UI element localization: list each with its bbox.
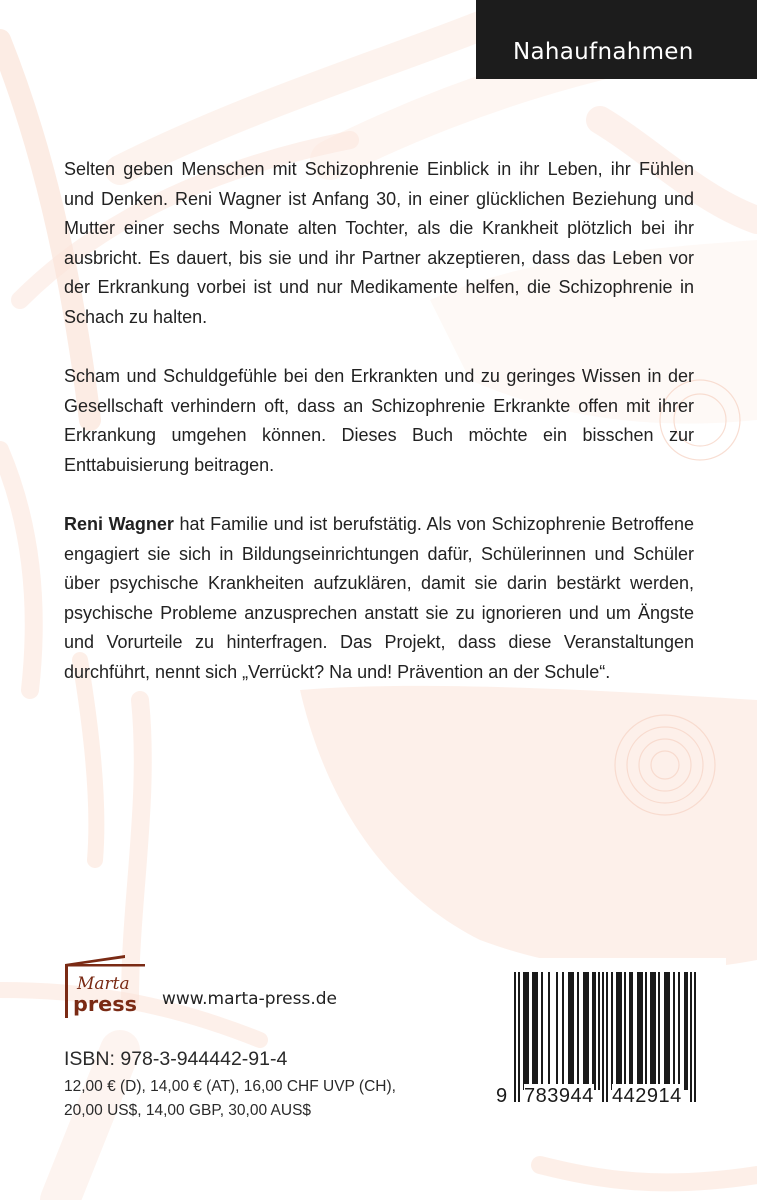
author-bio [64,510,694,687]
barcode-digits-left: 783944 [524,1085,594,1107]
marta-press-logo [63,952,147,1018]
price-list [64,1075,396,1123]
barcode-digits [492,1084,726,1112]
isbn-number: ISBN: 978-3-944442-91-4 [64,1048,288,1070]
svg-text:Marta: Marta [77,974,130,994]
svg-text:press: press [73,992,137,1016]
author-bio-text: hat Familie und ist berufstätig. Als von Schizophrenie Betroffene engagiert sie sich in Bildungseinrichtungen dafür, Schülerinnen und Schüler über psychische Krankheiten aufzuklären, damit sie darin bestärkt werden, psychische Probleme anzusprechen anstatt sie zu ignorieren und um Ängste und Vorurteile zu hinterfragen. Das Projekt, dass diese Veranstaltungen durchführt, nennt sich „Verrückt? Na und! Prävention an der Schule“. [64,514,694,682]
back-cover-blurb [64,155,694,717]
blurb-paragraph-2: Scham und Schuldgefühle bei den Erkrankten und zu geringes Wissen in der Gesellschaft verhindern oft, dass an Schizophrenie Erkrankte offen mit ihrer Erkrankung umgehen können. Dieses Buch möchte ein bisschen zur Enttabuisierung beitragen. [64,366,694,475]
series-title: Nahaufnahmen [513,39,694,65]
barcode-digit-first: 9 [496,1085,508,1107]
price-line-2: 20,00 US$, 14,00 GBP, 30,00 AUS$ [64,1102,312,1119]
price-line-1: 12,00 € (D), 14,00 € (AT), 16,00 CHF UVP (CH), [64,1078,396,1095]
blurb-paragraph-1: Selten geben Menschen mit Schizophrenie Einblick in ihr Leben, ihr Fühlen und Denken. Reni Wagner ist Anfang 30, in einer glücklichen Beziehung und Mutter einer sechs Monate alten Tochter, als die Krankheit plötzlich bei ihr ausbricht. Es dauert, bis sie und ihr Partner akzeptieren, dass das Leben vor der Erkrankung vorbei ist und nur Medikamente helfen, die Schizophrenie in Schach zu halten. [64,159,694,327]
author-name: Reni Wagner [64,514,174,534]
isbn-barcode [492,958,726,1113]
barcode-digits-right: 442914 [612,1085,682,1107]
series-label [476,0,757,79]
publisher-website[interactable]: www.marta-press.de [162,989,337,1009]
